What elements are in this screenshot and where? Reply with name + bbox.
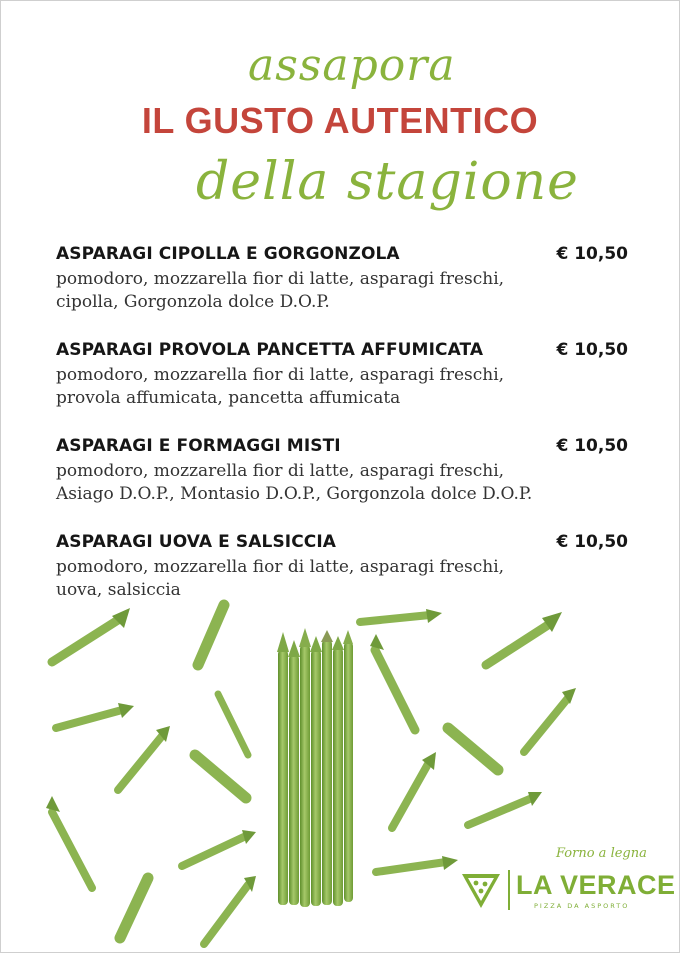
menu-item-name: ASPARAGI CIPOLLA E GORGONZOLA bbox=[56, 244, 400, 264]
menu-item-desc-line: pomodoro, mozzarella fior di latte, asparagi freschi, bbox=[56, 461, 505, 481]
menu-item-desc-line: pomodoro, mozzarella fior di latte, asparagi freschi, bbox=[56, 557, 505, 577]
menu-item-desc-line: cipolla, Gorgonzola dolce D.O.P. bbox=[56, 292, 330, 312]
menu-item-price: € 10,50 bbox=[556, 436, 628, 456]
logo-divider bbox=[508, 870, 510, 910]
menu-item-desc-line: Asiago D.O.P., Montasio D.O.P., Gorgonzola dolce D.O.P. bbox=[56, 484, 533, 504]
logo-name: LA VERACE bbox=[516, 870, 676, 900]
menu-item-desc-line: pomodoro, mozzarella fior di latte, asparagi freschi, bbox=[56, 365, 505, 385]
brand-logo bbox=[460, 846, 676, 926]
menu-item-name: ASPARAGI E FORMAGGI MISTI bbox=[56, 436, 341, 456]
menu-item-description bbox=[56, 268, 576, 314]
menu-item bbox=[56, 436, 628, 506]
menu-item-price: € 10,50 bbox=[556, 244, 628, 264]
menu-item-price: € 10,50 bbox=[556, 340, 628, 360]
menu-item-description bbox=[56, 460, 576, 506]
menu-item-desc-line: uova, salsiccia bbox=[56, 580, 181, 600]
header bbox=[0, 0, 680, 240]
menu-item bbox=[56, 244, 628, 314]
menu-list bbox=[56, 244, 628, 628]
pizza-slice-icon bbox=[460, 870, 502, 910]
script-heading-top: assapora bbox=[248, 40, 456, 91]
logo-tagline: Forno a legna bbox=[556, 846, 647, 861]
asparagus-bundle bbox=[277, 628, 353, 907]
menu-item-name: ASPARAGI UOVA E SALSICCIA bbox=[56, 532, 337, 552]
menu-item-description bbox=[56, 364, 576, 410]
menu-item-desc-line: pomodoro, mozzarella fior di latte, asparagi freschi, bbox=[56, 269, 505, 289]
logo-subtitle: PIZZA DA ASPORTO bbox=[534, 902, 630, 910]
page-title: IL GUSTO AUTENTICO bbox=[141, 100, 539, 141]
menu-item-desc-line: provola affumicata, pancetta affumicata bbox=[56, 388, 401, 408]
script-heading-bottom: della stagione bbox=[196, 152, 579, 212]
menu-item bbox=[56, 340, 628, 410]
menu-item-name: ASPARAGI PROVOLA PANCETTA AFFUMICATA bbox=[56, 340, 484, 360]
menu-item-price: € 10,50 bbox=[556, 532, 628, 552]
